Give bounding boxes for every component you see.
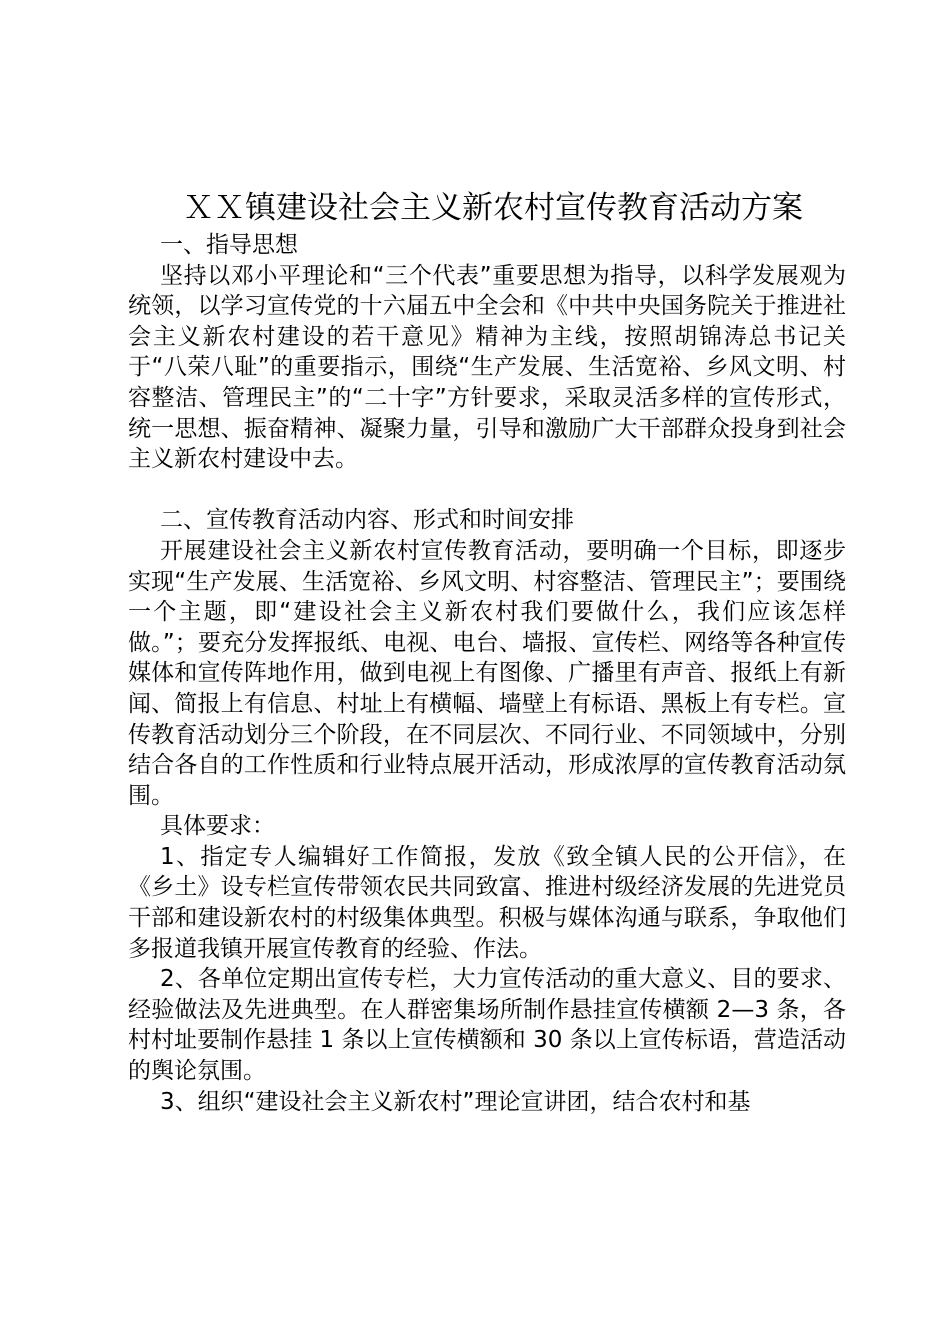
section-1-paragraph: 坚持以邓小平理论和“三个代表”重要思想为指导，以科学发展观为统领，以学习宣传党的十六届五中全会和《中共中央国务院关于推进社会主义新农村建设的若干意见》精神为主线，按照胡锦涛总书记关于“八荣八耻”的重要指示，围绕“生产发展、生活宽裕、乡风文明、村容整洁、管理民主”的“二十字”方针要求，采取灵活多样的宣传形式，统一思想、振奋精神、凝聚力量，引导和激励广大干部群众投身到社会主义新农村建设中去。 <box>128 262 846 473</box>
requirement-item-1: 1、指定专人编辑好工作简报，发放《致全镇人民的公开信》，在《乡土》设专栏宣传带领农民共同致富、推进村级经济发展的先进党员干部和建设新农村的村级集体典型。积极与媒体沟通与联系，争取他们多报道我镇开展宣传教育的经验、作法。 <box>128 843 846 962</box>
requirement-item-3: 3、组织“建设社会主义新农村”理论宣讲团，结合农村和基 <box>160 1088 751 1115</box>
section-2-paragraph: 开展建设社会主义新农村宣传教育活动，要明确一个目标，即逐步实现“生产发展、生活宽裕、乡风文明、村容整洁、管理民主”；要围绕一个主题，即“建设社会主义新农村我们要做什么，我们应该怎样做。”；要充分发挥报纸、电视、电台、墙报、宣传栏、网络等各种宣传媒体和宣传阵地作用，做到电视上有图像、广播里有声音、报纸上有新闻、简报上有信息、村址上有横幅、墙壁上有标语、黑板上有专栏。宣传教育活动划分三个阶段，在不同层次、不同行业、不同领域中，分别结合各自的工作性质和行业特点展开活动，形成浓厚的宣传教育活动氛围。 <box>128 537 846 809</box>
section-1-heading: 一、指导思想 <box>160 232 298 258</box>
document-title: ＸＸ镇建设社会主义新农村宣传教育活动方案 <box>183 190 803 226</box>
requirements-heading: 具体要求： <box>160 813 275 840</box>
document-page <box>128 186 846 1117</box>
requirement-item-2: 2、各单位定期出宣传专栏，大力宣传活动的重大意义、目的要求、经验做法及先进典型。在人群密集场所制作悬挂宣传横额 2—3 条，各村村址要制作悬挂 1 条以上宣传横额和 30 条以上宣传标语，营造活动的舆论氛围。 <box>128 966 846 1085</box>
section-2-heading: 二、宣传教育活动内容、形式和时间安排 <box>160 507 574 534</box>
blank-line <box>128 475 846 506</box>
